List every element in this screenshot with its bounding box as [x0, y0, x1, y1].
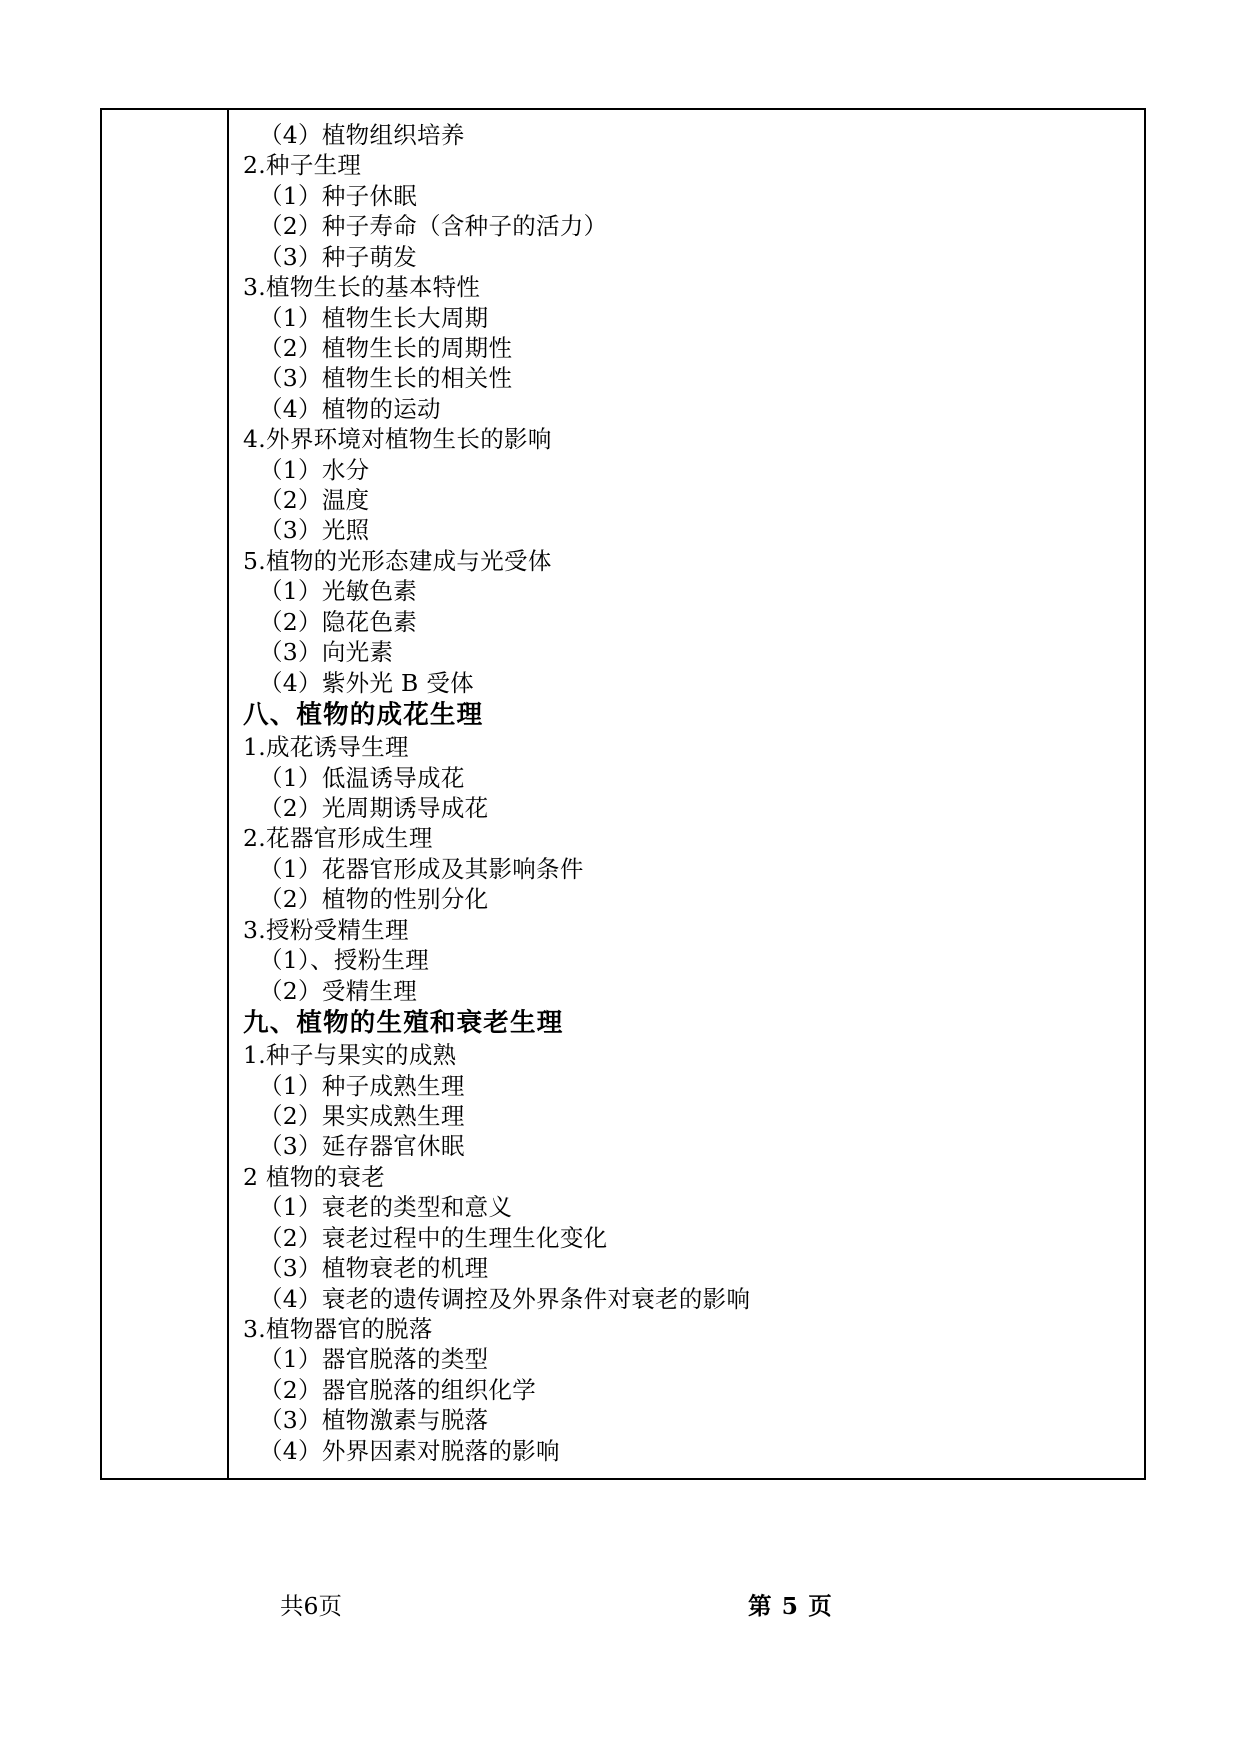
page-footer — [100, 1592, 1140, 1632]
outline-item-level2: （4）植物的运动 — [259, 394, 441, 423]
outline-item-level1: 1.成花诱导生理 — [243, 733, 409, 762]
table-cell-outline-content — [228, 109, 1145, 1479]
outline-item-level2: （4）衰老的遗传调控及外界条件对衰老的影响 — [259, 1284, 751, 1313]
outline-item-level2: （1）器官脱落的类型 — [259, 1345, 489, 1374]
outline-item-level2: （1）低温诱导成花 — [259, 763, 465, 792]
outline-item-level2: （2）隐花色素 — [259, 607, 418, 636]
outline-item-level2: （2）种子寿命（含种子的活力） — [259, 212, 608, 241]
outline-item-level2: （2）器官脱落的组织化学 — [259, 1375, 537, 1404]
outline-item-level1: 3.植物生长的基本特性 — [243, 273, 481, 302]
outline-item-level1: 3.植物器官的脱落 — [243, 1314, 433, 1343]
outline-item-level2: （1）种子成熟生理 — [259, 1071, 465, 1100]
outline-item-level2: （3）植物衰老的机理 — [259, 1254, 489, 1283]
outline-item-level1: 5.植物的光形态建成与光受体 — [243, 546, 552, 575]
outline-item-level1: 1.种子与果实的成熟 — [243, 1041, 457, 1070]
syllabus-outline-table — [100, 108, 1146, 1480]
outline-item-level2: （3）光照 — [259, 516, 370, 545]
outline-item-level2: （2）植物生长的周期性 — [259, 333, 513, 362]
outline-item-level2: （4）植物组织培养 — [259, 121, 465, 149]
outline-item-level2: （3）延存器官休眠 — [259, 1132, 465, 1161]
outline-item-level2: （2）植物的性别分化 — [259, 885, 489, 914]
outline-line-list — [229, 110, 1144, 1478]
outline-item-level2: （2）果实成熟生理 — [259, 1101, 465, 1130]
footer-page-number: 第 5 页 — [748, 1592, 833, 1620]
outline-item-level2: （2）光周期诱导成花 — [259, 794, 489, 823]
outline-item-level2: （1）、授粉生理 — [259, 946, 430, 975]
outline-item-level2: （3）植物激素与脱落 — [259, 1406, 489, 1435]
outline-item-level1: 2.花器官形成生理 — [243, 824, 433, 853]
outline-item-level2: （1）衰老的类型和意义 — [259, 1193, 513, 1222]
outline-item-level1: 2 植物的衰老 — [243, 1162, 386, 1191]
outline-item-level2: （1）种子休眠 — [259, 181, 418, 210]
outline-item-level2: （2）受精生理 — [259, 976, 418, 1005]
outline-section-heading: 九、植物的生殖和衰老生理 — [243, 1007, 564, 1038]
outline-item-level1: 3.授粉受精生理 — [243, 915, 409, 944]
outline-section-heading: 八、植物的成花生理 — [243, 700, 484, 731]
outline-item-level2: （1）光敏色素 — [259, 577, 418, 606]
footer-total-pages: 共6页 — [280, 1592, 342, 1620]
outline-item-level1: 2.种子生理 — [243, 151, 362, 180]
outline-item-level2: （1）花器官形成及其影响条件 — [259, 854, 584, 883]
outline-item-level2: （3）种子萌发 — [259, 242, 418, 271]
outline-item-level2: （3）植物生长的相关性 — [259, 364, 513, 393]
table-cell-left-empty — [101, 109, 228, 1479]
outline-item-level2: （2）衰老过程中的生理生化变化 — [259, 1223, 608, 1252]
outline-item-level2: （1）水分 — [259, 455, 370, 484]
outline-item-level2: （2）温度 — [259, 486, 370, 515]
outline-item-level1: 4.外界环境对植物生长的影响 — [243, 425, 552, 454]
outline-item-level2: （4）外界因素对脱落的影响 — [259, 1436, 560, 1465]
outline-item-level2: （1）植物生长大周期 — [259, 303, 489, 332]
table-row — [101, 109, 1145, 1479]
left-column-content — [102, 110, 227, 132]
outline-item-level2: （4）紫外光 B 受体 — [259, 668, 474, 697]
outline-item-level2: （3）向光素 — [259, 638, 394, 667]
